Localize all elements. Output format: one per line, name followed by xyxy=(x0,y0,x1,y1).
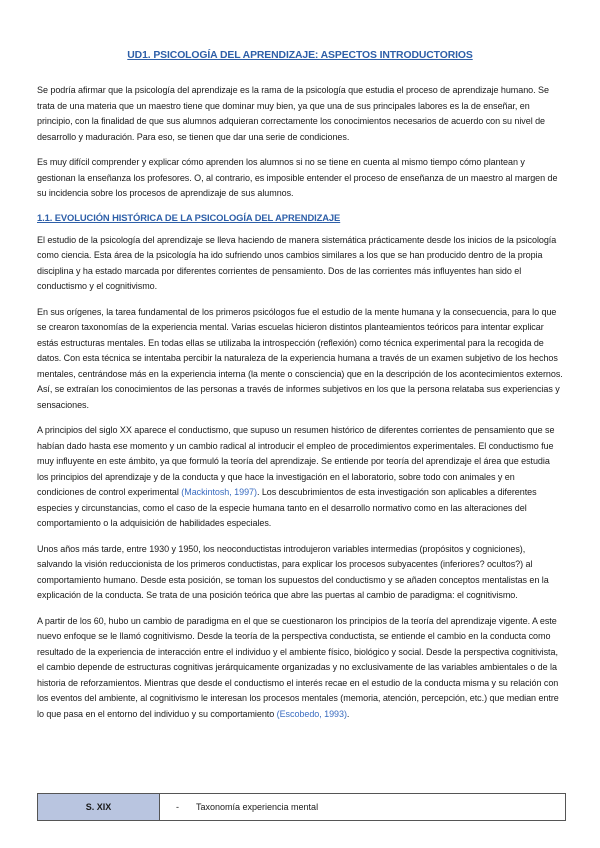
paragraph-text: . xyxy=(346,708,350,719)
paragraph-text: A partir de los 60, hubo un cambio de paradigma en el que se cuestionaron los principios de la teoría del aprendizaje vigente. A este nuevo enfoque se le llamó cognitivismo. Desde la teoría de la perspectiva conductista, se entiende el cambio en la conducta como resultado de la experiencia de interacción entre el individuo y el ambiente físico, biológico y social. Desde la perspectiva cognitivista, el cambio depende de estructuras cognitivas jerárquicamente organizadas y no exclusivamente de las variables ambientales o de la historia de reforzamientos. Mientras que desde el conductismo el interés recae en el estudio de la conducta misma y su relación con los eventos del ambiente, al cognitivismo le interesan los procesos mentales (memoria, atención, percepción, etc.) que median entre lo que pasa en el entorno del individuo y su comportamiento xyxy=(37,615,559,719)
table-body-cell xyxy=(160,794,565,820)
paragraph-text: . Los descubrimientos de esta investigación son aplicables a diferentes especies y circunstancias, como el caso de la especie humana tanto en el desarrollo normativo como en las alteraciones del comportamiento o la adquisición de habilidades especiales. xyxy=(37,487,537,528)
document-title: UD1. PSICOLOGÍA DEL APRENDIZAJE: ASPECTOS INTRODUCTORIOS xyxy=(127,50,473,61)
paragraph-text: A principios del siglo XX aparece el conductismo, que supuso un resumen histórico de diferentes corrientes de pensamiento que se habían dado hasta ese momento y un cambio radical al introducir el empleo de procedimientos experimentales. El conductismo fue muy influyente en este ámbito, ya que formuló la teoría del aprendizaje. Se entiende por teoría del aprendizaje el área que estudia los principios del aprendizaje y de la conducta y que hace la investigación en el laboratorio, sobre todo con animales y en condiciones de control experimental xyxy=(37,425,555,497)
body-paragraph-4: Unos años más tarde, entre 1930 y 1950, los neoconductistas introdujeron variables intermedias (propósitos y cogniciones), salvando la visión reduccionista de los primeros conductistas, para explicar los procesos subyacentes (inferiores? ocultos?) al comportamiento humano. Desde esta posición, se toman los supuestos del conductismo y se añaden conceptos mentalistas en la explicación de la conducta. Se trata de una posición teórica que abre las puertas al cambio de paradigma: el cognitivismo. xyxy=(37,543,549,600)
timeline-table xyxy=(37,793,566,821)
body-paragraph-1: El estudio de la psicología del aprendizaje se lleva haciendo de manera sistemática prácticamente desde los inicios de la psicología como ciencia. Esta área de la psicología ha ido sufriendo unos cambios similares a los que se han producido dentro de la propia disciplina y ha estado marcada por diferentes corrientes de pensamiento. Dos de las corrientes más influyentes han sido el conductismo y el cognitivismo. xyxy=(37,234,557,291)
list-bullet: - xyxy=(176,802,179,812)
section-heading: 1.1. EVOLUCIÓN HISTÓRICA DE LA PSICOLOGÍA DEL APRENDIZAJE xyxy=(37,211,341,223)
body-paragraph-3 xyxy=(37,423,563,532)
table-header-cell: S. XIX xyxy=(38,794,160,820)
body-paragraph-2: En sus orígenes, la tarea fundamental de los primeros psicólogos fue el estudio de la mente humana y la consecuencia, para lo que se crearon taxonomías de la experiencia mental. Varias escuelas hicieron distintos planteamientos teóricos para intentar explicar estás estructuras mentales. En todas ellas se utilizaba la introspección (reflexión) como técnica experimental para la recogida de datos. Con esta técnica se intentaba percibir la naturaleza de la experiencia humana a través de un examen subjetivo de los hechos mentales, centrándose más en la experiencia interna (la mente o consciencia) que en la descripción de los acontecimientos externos. Así, se extraían los conocimientos de las personas a través de informes subjetivos en los que la persona relataba sus experiencias y sensaciones. xyxy=(37,306,563,410)
intro-paragraph-1: Se podría afirmar que la psicología del aprendizaje es la rama de la psicología que estudia el proceso de aprendizaje humano. Se trata de una materia que un maestro tiene que dominar muy bien, ya que una de sus principales labores es la de enseñar, en principio, con la finalidad de que sus alumnos adquieran correctamente los conocimientos necesarios de acuerdo con su nivel de desarrollo y maduración. Para eso, se tienen que dar una serie de condiciones. xyxy=(37,85,549,142)
intro-paragraph-2: Es muy difícil comprender y explicar cómo aprenden los alumnos si no se tiene en cuenta al mismo tiempo cómo plantean y gestionan la enseñanza los profesores. O, al contrario, es imposible entender el proceso de enseñanza de un maestro al margen de su incidencia sobre los procesos de aprendizaje de sus alumnos. xyxy=(37,157,558,198)
table-item-text: Taxonomía experiencia mental xyxy=(196,802,319,812)
citation-link[interactable]: (Escobedo, 1993) xyxy=(276,708,347,719)
body-paragraph-5 xyxy=(37,614,563,723)
citation-link[interactable]: (Mackintosh, 1997) xyxy=(181,487,257,497)
